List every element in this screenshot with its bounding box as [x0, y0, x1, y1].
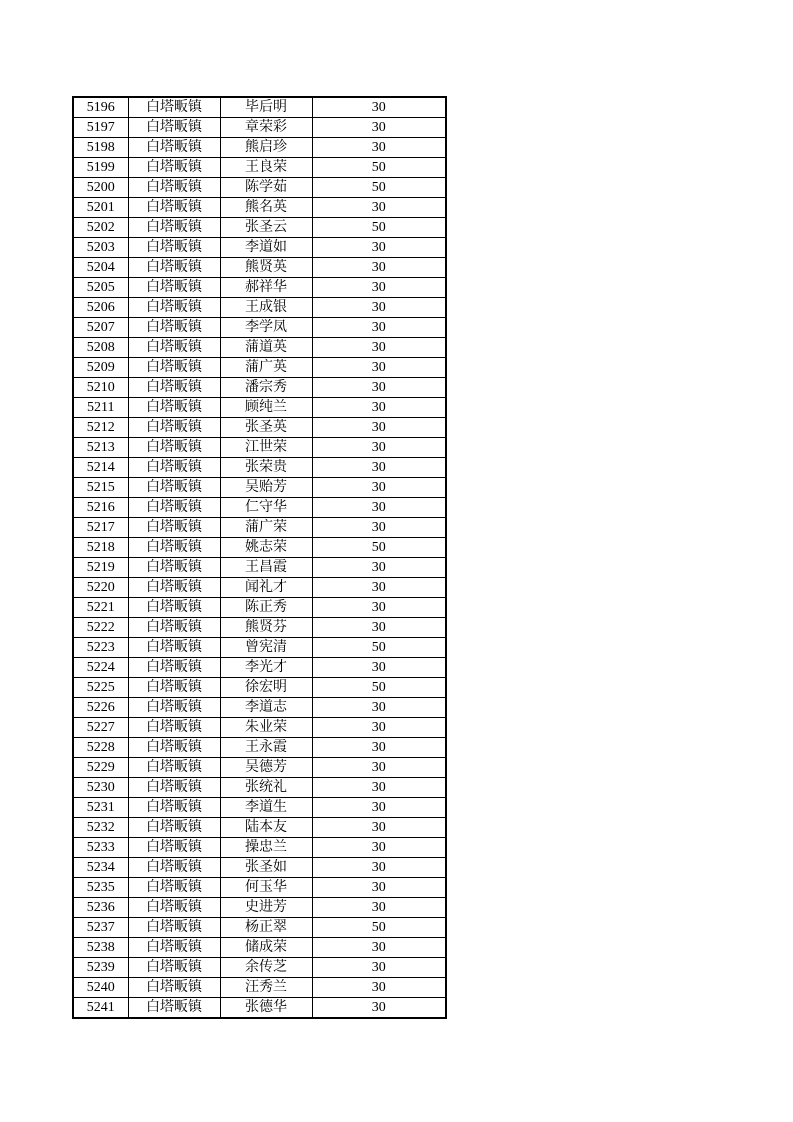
table-row — [73, 958, 446, 978]
table-row — [73, 198, 446, 218]
table-row — [73, 498, 446, 518]
name-cell: 张荣贵 — [220, 458, 312, 478]
row-number-cell: 5212 — [73, 418, 128, 438]
row-number-cell: 5202 — [73, 218, 128, 238]
amount-cell: 50 — [312, 218, 446, 238]
name-cell: 操忠兰 — [220, 838, 312, 858]
town-cell: 白塔畈镇 — [128, 418, 220, 438]
name-cell: 蒲道英 — [220, 338, 312, 358]
table-row — [73, 97, 446, 118]
amount-cell: 50 — [312, 178, 446, 198]
table-row — [73, 558, 446, 578]
table-row — [73, 438, 446, 458]
name-cell: 何玉华 — [220, 878, 312, 898]
row-number-cell: 5223 — [73, 638, 128, 658]
table-row — [73, 538, 446, 558]
row-number-cell: 5206 — [73, 298, 128, 318]
town-cell: 白塔畈镇 — [128, 318, 220, 338]
row-number-cell: 5199 — [73, 158, 128, 178]
table-row — [73, 778, 446, 798]
amount-cell: 30 — [312, 958, 446, 978]
name-cell: 王成银 — [220, 298, 312, 318]
table-row — [73, 598, 446, 618]
name-cell: 吴贻芳 — [220, 478, 312, 498]
table-row — [73, 578, 446, 598]
amount-cell: 30 — [312, 878, 446, 898]
name-cell: 余传芝 — [220, 958, 312, 978]
table-row — [73, 758, 446, 778]
table-row — [73, 998, 446, 1019]
town-cell: 白塔畈镇 — [128, 478, 220, 498]
row-number-cell: 5229 — [73, 758, 128, 778]
name-cell: 李学凤 — [220, 318, 312, 338]
row-number-cell: 5201 — [73, 198, 128, 218]
table-row — [73, 738, 446, 758]
amount-cell: 30 — [312, 658, 446, 678]
amount-cell: 30 — [312, 238, 446, 258]
name-cell: 李道如 — [220, 238, 312, 258]
data-table — [72, 96, 447, 1019]
amount-cell: 30 — [312, 818, 446, 838]
name-cell: 章荣彩 — [220, 118, 312, 138]
town-cell: 白塔畈镇 — [128, 898, 220, 918]
amount-cell: 30 — [312, 318, 446, 338]
name-cell: 蒲广荣 — [220, 518, 312, 538]
name-cell: 潘宗秀 — [220, 378, 312, 398]
town-cell: 白塔畈镇 — [128, 518, 220, 538]
town-cell: 白塔畈镇 — [128, 718, 220, 738]
amount-cell: 30 — [312, 978, 446, 998]
row-number-cell: 5220 — [73, 578, 128, 598]
name-cell: 郝祥华 — [220, 278, 312, 298]
row-number-cell: 5228 — [73, 738, 128, 758]
town-cell: 白塔畈镇 — [128, 798, 220, 818]
amount-cell: 30 — [312, 118, 446, 138]
name-cell: 张统礼 — [220, 778, 312, 798]
name-cell: 李道志 — [220, 698, 312, 718]
town-cell: 白塔畈镇 — [128, 158, 220, 178]
amount-cell: 30 — [312, 418, 446, 438]
row-number-cell: 5233 — [73, 838, 128, 858]
town-cell: 白塔畈镇 — [128, 378, 220, 398]
row-number-cell: 5200 — [73, 178, 128, 198]
row-number-cell: 5211 — [73, 398, 128, 418]
name-cell: 熊启珍 — [220, 138, 312, 158]
town-cell: 白塔畈镇 — [128, 538, 220, 558]
name-cell: 陈学茹 — [220, 178, 312, 198]
table-row — [73, 178, 446, 198]
name-cell: 闻礼才 — [220, 578, 312, 598]
table-row — [73, 378, 446, 398]
amount-cell: 30 — [312, 698, 446, 718]
amount-cell: 30 — [312, 898, 446, 918]
town-cell: 白塔畈镇 — [128, 838, 220, 858]
name-cell: 张圣英 — [220, 418, 312, 438]
name-cell: 储成荣 — [220, 938, 312, 958]
row-number-cell: 5234 — [73, 858, 128, 878]
name-cell: 史进芳 — [220, 898, 312, 918]
amount-cell: 30 — [312, 738, 446, 758]
name-cell: 吴德芳 — [220, 758, 312, 778]
table-row — [73, 458, 446, 478]
row-number-cell: 5198 — [73, 138, 128, 158]
town-cell: 白塔畈镇 — [128, 938, 220, 958]
row-number-cell: 5230 — [73, 778, 128, 798]
name-cell: 熊贤芬 — [220, 618, 312, 638]
row-number-cell: 5221 — [73, 598, 128, 618]
row-number-cell: 5222 — [73, 618, 128, 638]
row-number-cell: 5196 — [73, 97, 128, 118]
amount-cell: 30 — [312, 758, 446, 778]
name-cell: 曾宪清 — [220, 638, 312, 658]
table-row — [73, 898, 446, 918]
name-cell: 熊名英 — [220, 198, 312, 218]
town-cell: 白塔畈镇 — [128, 178, 220, 198]
town-cell: 白塔畈镇 — [128, 278, 220, 298]
name-cell: 李光才 — [220, 658, 312, 678]
amount-cell: 50 — [312, 538, 446, 558]
table-row — [73, 798, 446, 818]
amount-cell: 50 — [312, 638, 446, 658]
table-row — [73, 358, 446, 378]
amount-cell: 30 — [312, 838, 446, 858]
amount-cell: 30 — [312, 858, 446, 878]
name-cell: 王良荣 — [220, 158, 312, 178]
town-cell: 白塔畈镇 — [128, 258, 220, 278]
table-row — [73, 978, 446, 998]
town-cell: 白塔畈镇 — [128, 958, 220, 978]
amount-cell: 30 — [312, 458, 446, 478]
table-row — [73, 138, 446, 158]
town-cell: 白塔畈镇 — [128, 198, 220, 218]
name-cell: 汪秀兰 — [220, 978, 312, 998]
amount-cell: 30 — [312, 278, 446, 298]
amount-cell: 30 — [312, 578, 446, 598]
table-row — [73, 918, 446, 938]
amount-cell: 30 — [312, 518, 446, 538]
name-cell: 熊贤英 — [220, 258, 312, 278]
town-cell: 白塔畈镇 — [128, 338, 220, 358]
table-row — [73, 858, 446, 878]
name-cell: 徐宏明 — [220, 678, 312, 698]
table-row — [73, 258, 446, 278]
town-cell: 白塔畈镇 — [128, 238, 220, 258]
name-cell: 姚志荣 — [220, 538, 312, 558]
town-cell: 白塔畈镇 — [128, 918, 220, 938]
amount-cell: 30 — [312, 558, 446, 578]
amount-cell: 30 — [312, 598, 446, 618]
table-row — [73, 698, 446, 718]
town-cell: 白塔畈镇 — [128, 118, 220, 138]
row-number-cell: 5226 — [73, 698, 128, 718]
name-cell: 蒲广英 — [220, 358, 312, 378]
amount-cell: 30 — [312, 998, 446, 1019]
town-cell: 白塔畈镇 — [128, 438, 220, 458]
row-number-cell: 5213 — [73, 438, 128, 458]
amount-cell: 50 — [312, 678, 446, 698]
name-cell: 陆本友 — [220, 818, 312, 838]
town-cell: 白塔畈镇 — [128, 398, 220, 418]
town-cell: 白塔畈镇 — [128, 778, 220, 798]
town-cell: 白塔畈镇 — [128, 858, 220, 878]
row-number-cell: 5241 — [73, 998, 128, 1019]
name-cell: 王永霞 — [220, 738, 312, 758]
amount-cell: 30 — [312, 198, 446, 218]
town-cell: 白塔畈镇 — [128, 978, 220, 998]
table-row — [73, 298, 446, 318]
name-cell: 张德华 — [220, 998, 312, 1019]
table-row — [73, 158, 446, 178]
name-cell: 张圣云 — [220, 218, 312, 238]
row-number-cell: 5205 — [73, 278, 128, 298]
name-cell: 张圣如 — [220, 858, 312, 878]
row-number-cell: 5204 — [73, 258, 128, 278]
table-row — [73, 638, 446, 658]
town-cell: 白塔畈镇 — [128, 598, 220, 618]
table-row — [73, 398, 446, 418]
row-number-cell: 5203 — [73, 238, 128, 258]
table-row — [73, 658, 446, 678]
row-number-cell: 5216 — [73, 498, 128, 518]
town-cell: 白塔畈镇 — [128, 818, 220, 838]
town-cell: 白塔畈镇 — [128, 878, 220, 898]
table-row — [73, 478, 446, 498]
town-cell: 白塔畈镇 — [128, 998, 220, 1019]
table-row — [73, 838, 446, 858]
town-cell: 白塔畈镇 — [128, 618, 220, 638]
row-number-cell: 5218 — [73, 538, 128, 558]
row-number-cell: 5207 — [73, 318, 128, 338]
amount-cell: 30 — [312, 718, 446, 738]
name-cell: 毕后明 — [220, 97, 312, 118]
amount-cell: 30 — [312, 398, 446, 418]
row-number-cell: 5232 — [73, 818, 128, 838]
table-row — [73, 278, 446, 298]
row-number-cell: 5197 — [73, 118, 128, 138]
row-number-cell: 5235 — [73, 878, 128, 898]
row-number-cell: 5237 — [73, 918, 128, 938]
row-number-cell: 5208 — [73, 338, 128, 358]
table-row — [73, 318, 446, 338]
row-number-cell: 5209 — [73, 358, 128, 378]
town-cell: 白塔畈镇 — [128, 678, 220, 698]
table-row — [73, 618, 446, 638]
table-row — [73, 218, 446, 238]
town-cell: 白塔畈镇 — [128, 358, 220, 378]
amount-cell: 30 — [312, 618, 446, 638]
table-row — [73, 818, 446, 838]
name-cell: 王昌霞 — [220, 558, 312, 578]
name-cell: 顾纯兰 — [220, 398, 312, 418]
row-number-cell: 5238 — [73, 938, 128, 958]
table-row — [73, 718, 446, 738]
town-cell: 白塔畈镇 — [128, 738, 220, 758]
row-number-cell: 5224 — [73, 658, 128, 678]
amount-cell: 50 — [312, 918, 446, 938]
amount-cell: 30 — [312, 338, 446, 358]
name-cell: 李道生 — [220, 798, 312, 818]
town-cell: 白塔畈镇 — [128, 758, 220, 778]
amount-cell: 30 — [312, 478, 446, 498]
amount-cell: 30 — [312, 138, 446, 158]
row-number-cell: 5215 — [73, 478, 128, 498]
amount-cell: 30 — [312, 778, 446, 798]
town-cell: 白塔畈镇 — [128, 218, 220, 238]
amount-cell: 30 — [312, 298, 446, 318]
row-number-cell: 5240 — [73, 978, 128, 998]
amount-cell: 30 — [312, 438, 446, 458]
town-cell: 白塔畈镇 — [128, 138, 220, 158]
table-row — [73, 418, 446, 438]
amount-cell: 30 — [312, 798, 446, 818]
town-cell: 白塔畈镇 — [128, 558, 220, 578]
town-cell: 白塔畈镇 — [128, 698, 220, 718]
table-row — [73, 118, 446, 138]
row-number-cell: 5217 — [73, 518, 128, 538]
town-cell: 白塔畈镇 — [128, 638, 220, 658]
name-cell: 陈正秀 — [220, 598, 312, 618]
row-number-cell: 5231 — [73, 798, 128, 818]
table-row — [73, 238, 446, 258]
amount-cell: 30 — [312, 498, 446, 518]
table-body — [73, 97, 446, 1018]
name-cell: 杨正翠 — [220, 918, 312, 938]
town-cell: 白塔畈镇 — [128, 97, 220, 118]
row-number-cell: 5225 — [73, 678, 128, 698]
amount-cell: 30 — [312, 258, 446, 278]
amount-cell: 30 — [312, 358, 446, 378]
row-number-cell: 5214 — [73, 458, 128, 478]
amount-cell: 30 — [312, 97, 446, 118]
name-cell: 江世荣 — [220, 438, 312, 458]
town-cell: 白塔畈镇 — [128, 298, 220, 318]
table-row — [73, 338, 446, 358]
name-cell: 仁守华 — [220, 498, 312, 518]
name-cell: 朱业荣 — [220, 718, 312, 738]
row-number-cell: 5239 — [73, 958, 128, 978]
table-row — [73, 518, 446, 538]
table-row — [73, 678, 446, 698]
amount-cell: 30 — [312, 938, 446, 958]
row-number-cell: 5219 — [73, 558, 128, 578]
table-row — [73, 938, 446, 958]
amount-cell: 50 — [312, 158, 446, 178]
town-cell: 白塔畈镇 — [128, 578, 220, 598]
row-number-cell: 5210 — [73, 378, 128, 398]
amount-cell: 30 — [312, 378, 446, 398]
row-number-cell: 5236 — [73, 898, 128, 918]
town-cell: 白塔畈镇 — [128, 658, 220, 678]
row-number-cell: 5227 — [73, 718, 128, 738]
table-row — [73, 878, 446, 898]
town-cell: 白塔畈镇 — [128, 498, 220, 518]
town-cell: 白塔畈镇 — [128, 458, 220, 478]
